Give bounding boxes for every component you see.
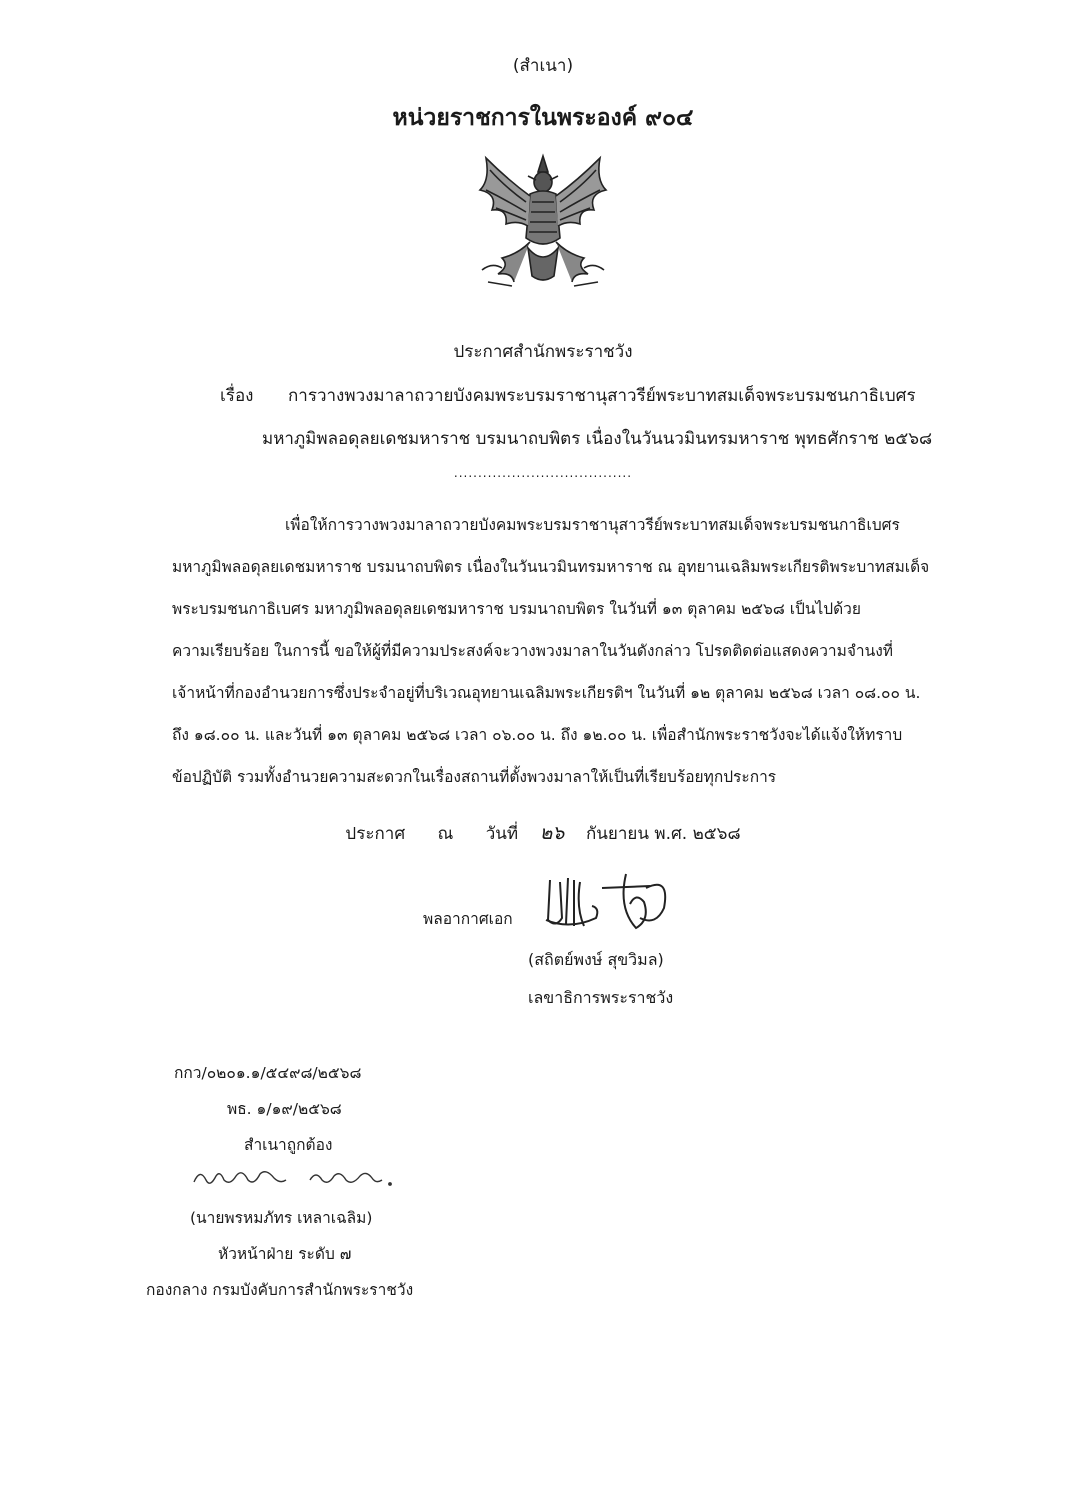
body-line-7: ข้อปฏิบัติ รวมทั้งอำนวยความสะดวกในเรื่องสถานที่ตั้งพวงมาลาให้เป็นที่เรียบร้อยทุกประการ <box>172 768 777 786</box>
month-year: กันยายน พ.ศ. ๒๕๖๘ <box>585 824 741 844</box>
announced-label: ประกาศ <box>345 824 406 844</box>
body-line-4: ความเรียบร้อย ในการนี้ ขอให้ผู้ที่มีความประสงค์จะวางพวงมาลาในวันดังกล่าว โปรดติดต่อแสดงความจำนงที่ <box>172 642 893 660</box>
reference-number: กกว/๐๒๐๑.๑/๕๔๙๘/๒๕๖๘ <box>174 1064 362 1082</box>
subject-line-1: การวางพวงมาลาถวายบังคมพระบรมราชานุสาวรีย์พระบาทสมเด็จพระบรมชนกาธิเบศร <box>288 386 916 406</box>
handwritten-signature <box>540 868 690 938</box>
garuda-emblem-icon <box>468 150 618 295</box>
copy-mark: (สำเนา) <box>512 56 574 76</box>
reference-number-2: พธ. ๑/๑๙/๒๕๖๘ <box>227 1100 342 1118</box>
certifier-handwritten-signature <box>190 1162 420 1192</box>
handwritten-day: ๒๖ <box>539 822 565 844</box>
signer-position: เลขาธิการพระราชวัง <box>528 988 674 1007</box>
body-line-3: พระบรมชนกาธิเบศร มหาภูมิพลอดุลยเดชมหาราช บรมนาถบพิตร ในวันที่ ๑๓ ตุลาคม ๒๕๖๘ เป็นไปด้วย <box>172 600 861 618</box>
body-line-6: ถึง ๑๘.๐๐ น. และวันที่ ๑๓ ตุลาคม ๒๕๖๘ เวลา ๐๖.๐๐ น. ถึง ๑๒.๐๐ น. เพื่อสำนักพระราชวังจะได้แจ้งให้ทราบ <box>172 726 903 744</box>
certifier-department: กองกลาง กรมบังคับการสำนักพระราชวัง <box>146 1281 414 1299</box>
day-label: วันที่ <box>485 824 519 844</box>
body-line-1: เพื่อให้การวางพวงมาลาถวายบังคมพระบรมราชานุสาวรีย์พระบาทสมเด็จพระบรมชนกาธิเบศร <box>285 516 900 534</box>
signer-rank: พลอากาศเอก <box>423 910 513 928</box>
body-line-5: เจ้าหน้าที่กองอำนวยการซึ่งประจำอยู่ที่บริเวณอุทยานเฉลิมพระเกียรติฯ ในวันที่ ๑๒ ตุลาคม ๒๕๖๘ เวลา ๐๘.๐๐ น. <box>172 684 921 702</box>
certifier-name: (นายพรหมภัทร เหลาเฉลิม) <box>190 1209 373 1227</box>
announcement-title: ประกาศสำนักพระราชวัง <box>453 342 633 362</box>
announcement-date-line <box>0 818 1086 848</box>
at-label: ณ <box>437 824 454 844</box>
unit-title: หน่วยราชการในพระองค์ ๙๐๔ <box>392 105 694 131</box>
subject-label: เรื่อง <box>220 386 254 406</box>
certifier-position: หัวหน้าฝ่าย ระดับ ๗ <box>218 1245 352 1263</box>
body-line-2: มหาภูมิพลอดุลยเดชมหาราช บรมนาถบพิตร เนื่องในวันนวมินทรมหาราช ณ อุทยานเฉลิมพระเกียรติพระบาทสมเด็จ <box>172 558 930 576</box>
signer-name: (สถิตย์พงษ์ สุขวิมล) <box>528 950 664 969</box>
certified-copy-label: สำเนาถูกต้อง <box>244 1136 333 1154</box>
subject-line-2: มหาภูมิพลอดุลยเดชมหาราช บรมนาถบพิตร เนื่องในวันนวมินทรมหาราช พุทธศักราช ๒๕๖๘ <box>262 429 933 449</box>
separator-dots: ..................................... <box>453 466 633 480</box>
